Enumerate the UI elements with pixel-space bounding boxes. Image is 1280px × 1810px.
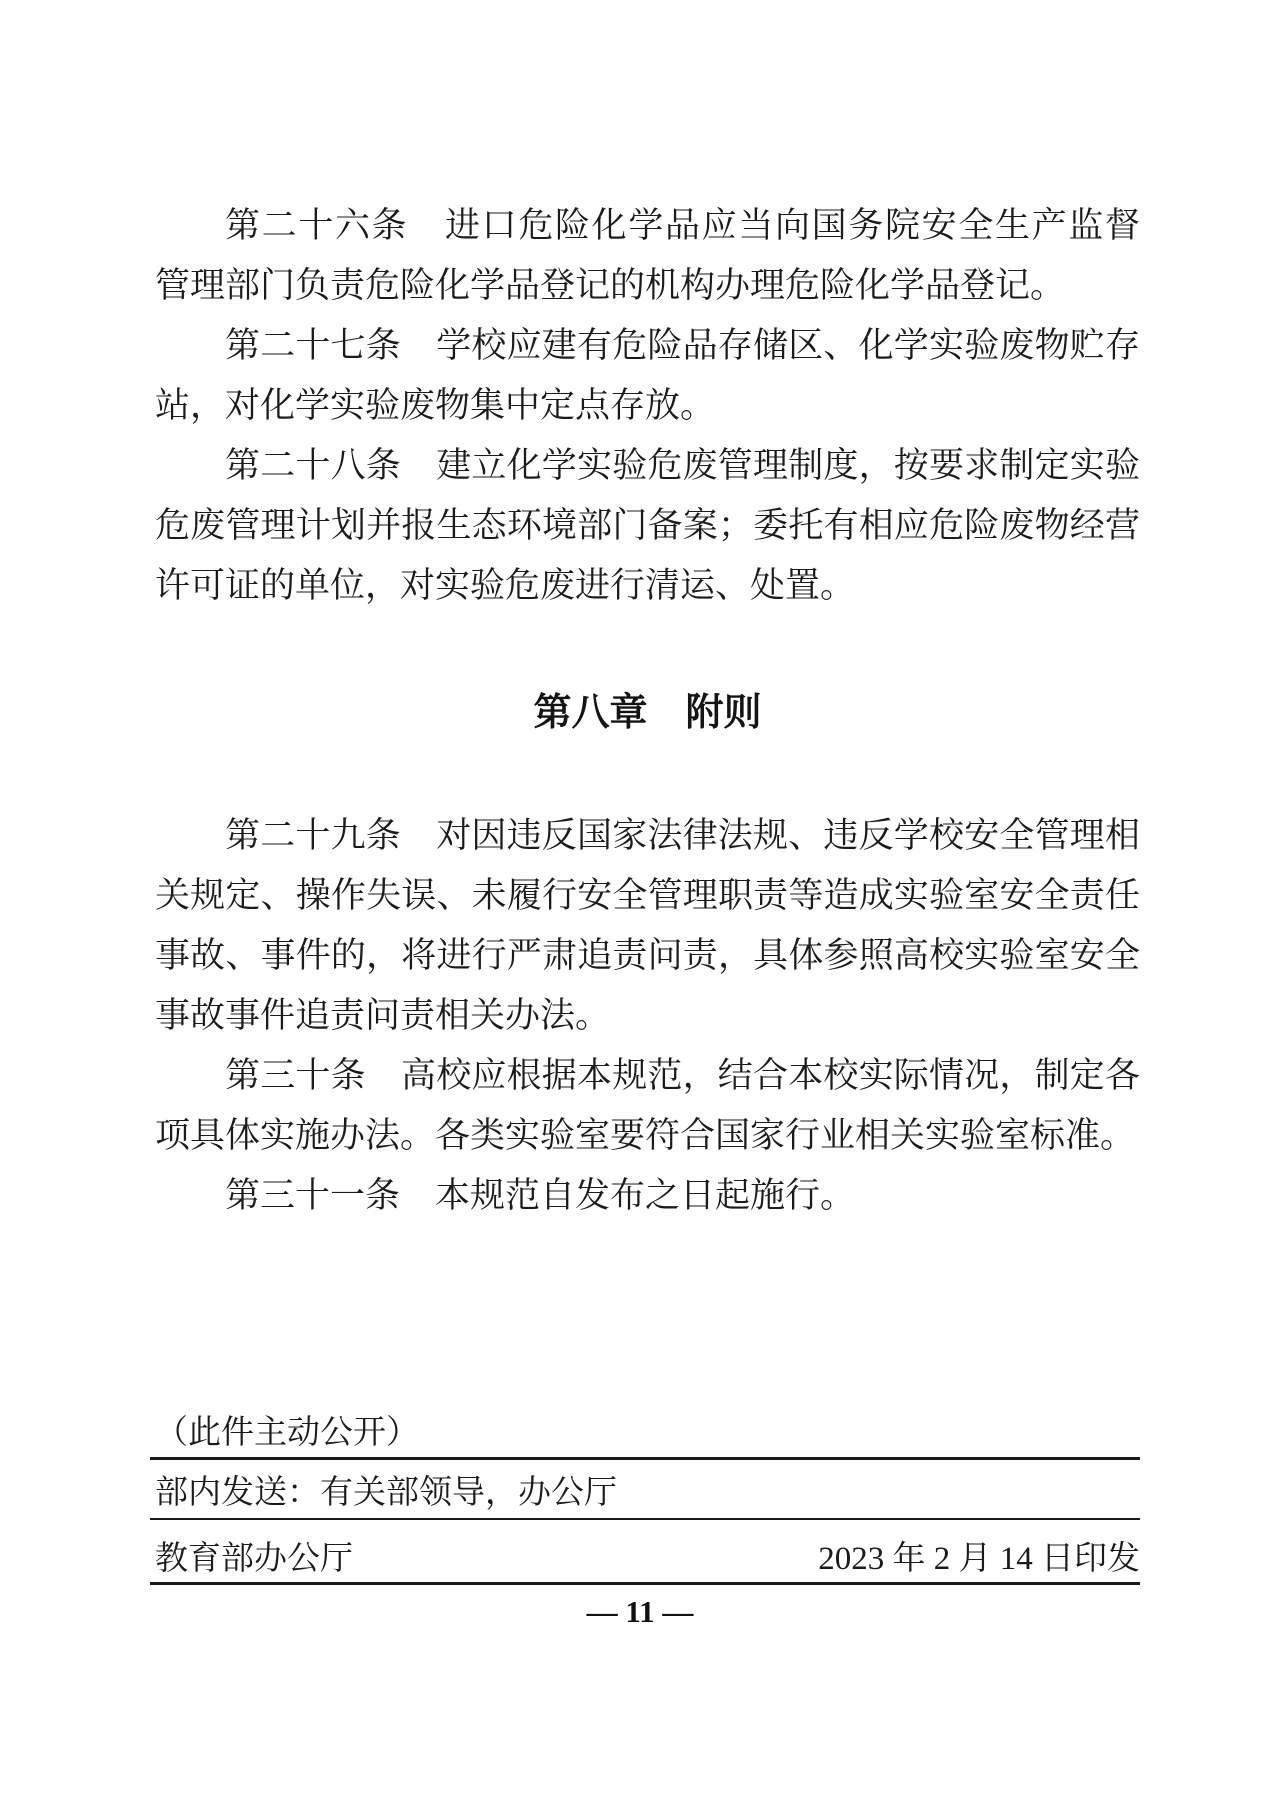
article-paragraph xyxy=(155,436,1140,616)
text-line: 项具体实施办法。各类实验室要符合国家行业相关实验室标准。 xyxy=(155,1116,1136,1155)
text-line: 第二十七条 学校应建有危险品存储区、化学实验废物贮存 xyxy=(225,326,1140,365)
text-line: 许可证的单位，对实验危废进行清运、处置。 xyxy=(155,566,856,605)
distribution-line: 部内发送：有关部领导，办公厅 xyxy=(155,1475,617,1511)
text-line: 第三十一条 本规范自发布之日起施行。 xyxy=(225,1176,856,1215)
article-paragraph xyxy=(155,316,1140,436)
text-line: 危废管理计划并报生态环境部门备案；委托有相应危险废物经营 xyxy=(155,506,1140,545)
page-number: — 11 — xyxy=(586,1594,694,1629)
article-paragraph xyxy=(155,806,1140,1046)
text-line: 站，对化学实验废物集中定点存放。 xyxy=(155,386,716,425)
article-paragraph xyxy=(155,196,1140,316)
article-paragraph xyxy=(155,1046,1140,1166)
article-paragraph xyxy=(155,1166,1140,1226)
text-line: 事故、事件的，将进行严肃追责问责，具体参照高校实验室安全 xyxy=(155,936,1140,975)
divider-line-top xyxy=(150,1457,1140,1460)
print-date: 2023 年 2 月 14 日印发 xyxy=(818,1541,1140,1577)
text-line: 关规定、操作失误、未履行安全管理职责等造成实验室安全责任 xyxy=(155,876,1140,915)
disclosure-note: （此件主动公开） xyxy=(155,1415,419,1451)
text-line: 事故事件追责问责相关办法。 xyxy=(155,996,611,1035)
text-line: 管理部门负责危险化学品登记的机构办理危险化学品登记。 xyxy=(155,266,1066,305)
text-line: 第二十九条 对因违反国家法律法规、违反学校安全管理相 xyxy=(225,816,1140,855)
articles-section-bottom xyxy=(155,806,1140,1226)
issuer-name: 教育部办公厅 xyxy=(155,1541,353,1577)
articles-section-top xyxy=(155,196,1140,616)
divider-line-bottom xyxy=(150,1582,1140,1585)
text-line: 第三十条 高校应根据本规范，结合本校实际情况，制定各 xyxy=(225,1056,1140,1095)
text-line: 第二十六条 进口危险化学品应当向国务院安全生产监督 xyxy=(225,206,1140,245)
divider-line-middle xyxy=(150,1518,1140,1520)
text-line: 第二十八条 建立化学实验危废管理制度，按要求制定实验 xyxy=(225,446,1140,485)
chapter-heading: 第八章 附则 xyxy=(533,692,762,734)
issue-line xyxy=(155,1536,1140,1582)
